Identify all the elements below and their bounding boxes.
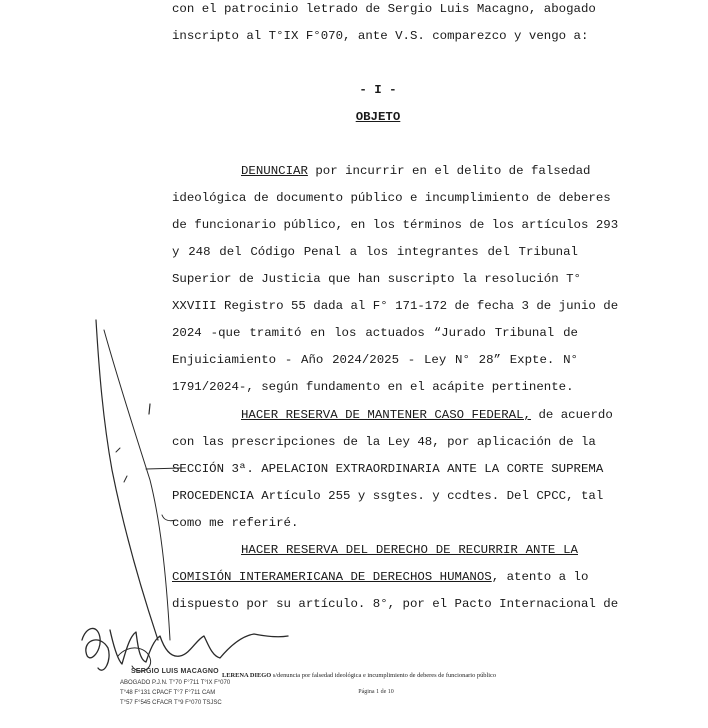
signature-scribble <box>82 628 288 670</box>
denunciar-keyword: DENUNCIAR <box>241 164 308 178</box>
margin-stroke-second <box>104 330 170 640</box>
paragraph1-line-3: y 248 del Código Penal a los integrantes del Tribunal <box>172 245 578 259</box>
margin-tick-3 <box>124 476 127 482</box>
paragraph2-line-3: PROCEDENCIA Artículo 255 y ssgtes. y ccdtes. Del CPCC, tal <box>172 489 604 503</box>
section-title: OBJETO <box>355 110 401 124</box>
paragraph3-underlined-line-2: COMISIÓN INTERAMERICANA DE DERECHOS HUMANOS <box>172 570 492 584</box>
page-number: Página 1 de 10 <box>358 689 394 695</box>
stamp-name: SERGIO LUIS MACAGNO <box>131 668 219 675</box>
stamp-line-1: ABOGADO P.J.N. T°70 F°711 T°IX F°070 <box>120 680 231 686</box>
section-number: - I - <box>359 83 397 97</box>
paragraph3-line-3: dispuesto por su artículo. 8°, por el Pacto Internacional de <box>172 597 619 611</box>
paragraph1-line-7: Enjuiciamiento - Año 2024/2025 - Ley N° 28” Expte. N° <box>172 353 578 367</box>
paragraph1-line-8: 1791/2024-, según fundamento en el acápite pertinente. <box>172 380 574 394</box>
margin-underline-seccion <box>146 468 182 469</box>
margin-stroke-long <box>96 320 158 640</box>
paragraph1-line-5: XXVIII Registro 55 dada al F° 171-172 de fecha 3 de junio de <box>172 299 619 313</box>
stamp-line-3: T°57 F°545 CFACR T°9 F°070 TSJSC <box>120 700 222 706</box>
margin-tick-1 <box>149 404 150 414</box>
caso-federal-reserve: HACER RESERVA DE MANTENER CASO FEDERAL, <box>241 408 531 422</box>
stamp-line-2: T°48 F°131 CPACF T°7 F°711 CAM <box>120 690 216 696</box>
paragraph2-first-rest: de acuerdo <box>538 408 613 422</box>
paragraph1-first-rest: por incurrir en el delito de falsedad <box>315 164 591 178</box>
footer-doc-name: LERENA DIEGO <box>222 672 272 679</box>
paragraph1-line-2: de funcionario público, en los términos de los artículos 293 <box>172 218 619 232</box>
paragraph1-line-4: Superior de Justicia que han suscripto la resolución T° <box>172 272 581 286</box>
paragraph3-underlined-line-1: HACER RESERVA DEL DERECHO DE RECURRIR ANTE LA <box>241 543 578 557</box>
paragraph3-line2-rest: , atento a lo <box>491 570 589 584</box>
margin-tick-2 <box>116 448 120 452</box>
margin-hook-como <box>162 515 176 521</box>
paragraph1-line-1: ideológica de documento público e incumplimiento de deberes <box>172 191 611 205</box>
paragraph2-line-2: SECCIÓN 3ª. APELACION EXTRAORDINARIA ANTE LA CORTE SUPREMA <box>172 462 604 476</box>
paragraph1-line-6: 2024 -que tramitó en los actuados “Jurado Tribunal de <box>172 326 578 340</box>
intro-line-2: inscripto al T°IX F°070, ante V.S. comparezco y vengo a: <box>172 29 589 43</box>
footer-doc-desc: s/denuncia por falsedad ideológica e incumplimiento de deberes de funcionario público <box>272 672 497 679</box>
paragraph2-line-1: con las prescripciones de la Ley 48, por aplicación de la <box>172 435 596 449</box>
intro-line-1: con el patrocinio letrado de Sergio Luis Macagno, abogado <box>172 2 596 16</box>
footer-document-title <box>222 672 496 679</box>
paragraph2-line-4: como me referiré. <box>172 516 299 530</box>
